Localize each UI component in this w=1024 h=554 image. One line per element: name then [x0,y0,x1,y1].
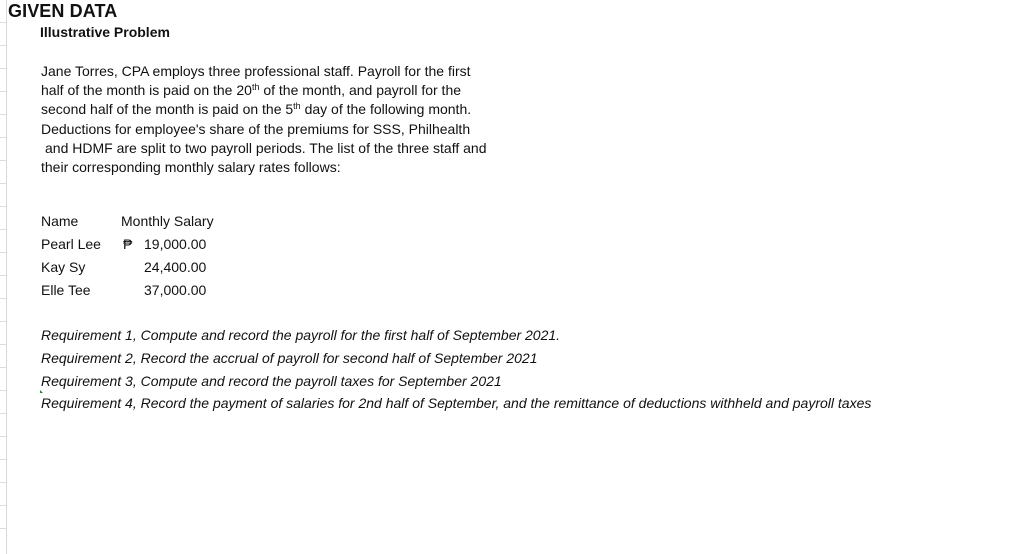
table-header-row [41,212,341,235]
statement-line: and HDMF are split to two payroll periods. The list of the three staff and [45,139,487,156]
row-divider [0,344,6,345]
row-divider [0,482,6,483]
name-column-header: Name [41,213,79,229]
requirement-item: Requirement 2, Record the accrual of payroll for second half of September 2021 [41,349,538,366]
table-row [41,281,341,304]
row-divider [0,206,6,207]
table-row [41,235,341,258]
requirements-list [41,324,871,415]
statement-line: their corresponding monthly salary rates follows: [41,159,341,176]
requirement-item: Requirement 3, Compute and record the payroll taxes for September 2021 [41,372,502,389]
table-row [41,258,341,281]
ordinal-suffix: th [251,82,260,93]
statement-line: half of the month is paid on the 20th of the month, and payroll for the [41,82,462,99]
row-divider [0,22,6,23]
row-divider [0,390,6,391]
row-divider [0,114,6,115]
row-divider [0,183,6,184]
row-divider [0,528,6,529]
problem-statement [41,62,561,177]
row-divider [0,436,6,437]
employee-name: Pearl Lee [41,236,101,252]
row-divider [0,275,6,276]
row-divider [0,229,6,230]
salary-table [41,212,341,304]
ordinal-suffix: th [293,101,301,112]
sheet-title: GIVEN DATA [8,1,118,21]
statement-line: second half of the month is paid on the 5th day of the following month. [41,101,472,118]
row-divider [0,160,6,161]
monthly-salary: 24,400.00 [144,259,207,275]
row-divider [0,298,6,299]
row-gutter [0,0,7,554]
requirement-item: Requirement 4, Record the payment of salaries for 2nd half of September, and the remittance of deductions withheld and payroll taxes [41,395,872,412]
problem-subtitle: Illustrative Problem [40,24,170,40]
statement-line: Jane Torres, CPA employs three professional staff. Payroll for the first [41,63,471,79]
row-divider [0,45,6,46]
employee-name: Kay Sy [41,259,86,275]
row-divider [0,252,6,253]
row-divider [0,367,6,368]
row-divider [0,321,6,322]
monthly-salary: 37,000.00 [144,282,207,298]
statement-line: Deductions for employee's share of the premiums for SSS, Philhealth [41,120,471,137]
peso-sign: ₱ [123,236,133,252]
row-divider [0,413,6,414]
salary-column-header: Monthly Salary [121,213,214,229]
monthly-salary: 19,000.00 [144,236,207,252]
requirement-item: Requirement 1, Compute and record the payroll for the first half of September 2021. [41,327,561,343]
row-divider [0,137,6,138]
row-divider [0,91,6,92]
row-divider [0,68,6,69]
row-divider [0,459,6,460]
row-divider [0,505,6,506]
employee-name: Elle Tee [41,282,91,298]
